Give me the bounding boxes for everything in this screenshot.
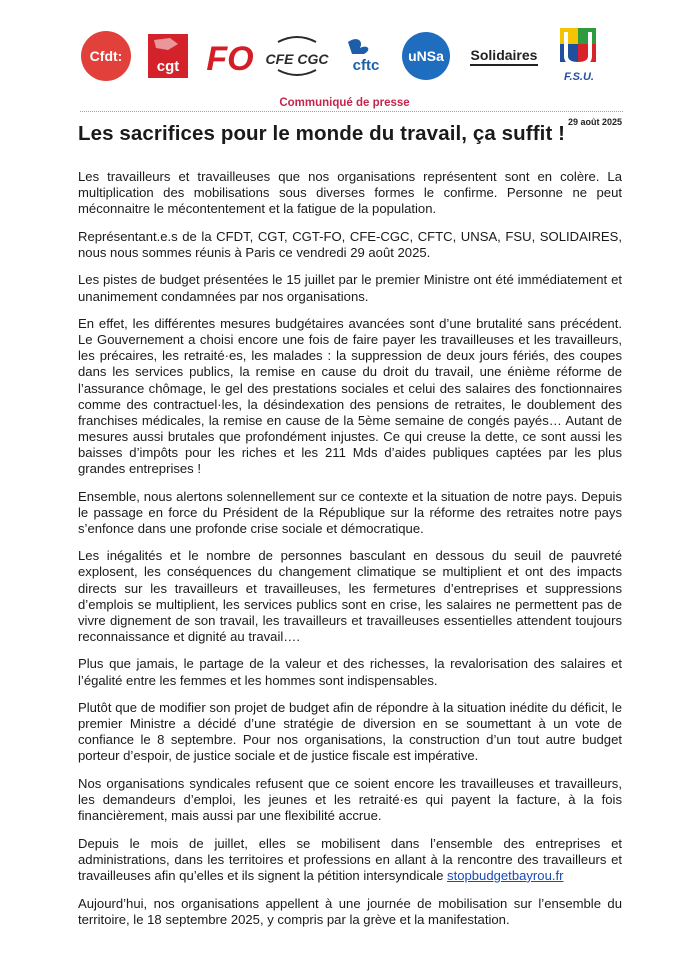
paragraph: Les pistes de budget présentées le 15 juillet par le premier Ministre ont été immédiatement et unanimement condamnées par nos organisations. <box>78 272 622 304</box>
union-logos <box>80 26 620 86</box>
fsu-logo <box>556 26 602 84</box>
svg-text:cftc: cftc <box>352 57 380 74</box>
petition-paragraph <box>78 836 622 884</box>
unsa-logo-mark <box>400 30 452 82</box>
paragraph: Les travailleurs et travailleuses que nos organisations représentent sont en colère. La multiplication des mobilisations sous diverses formes le confirme. Personne ne peut méconnaitre le mécontentement et la fatigue de la population. <box>78 169 622 217</box>
paragraph: Plus que jamais, le partage de la valeur et des richesses, la revalorisation des salaires et l’égalité entre les femmes et les hommes sont indispensables. <box>78 656 622 688</box>
paragraph: Les inégalités et le nombre de personnes basculant en dessous du seuil de pauvreté explosent, les conséquences du changement climatique se multiplient et ont des impacts directs sur les travailleurs et travailleuses, les fermetures d’entreprises et suppressions d’emplois se multiplient, les services publics sont en crise, les salaires ne permettent pas de vivre dignement de son travail, les travailleurs et travailleuses essentielles attendent toujours reconnaissance et dignité au travail…. <box>78 548 622 644</box>
solidaires-logo <box>466 38 542 72</box>
cfe-cgc-logo <box>265 32 329 80</box>
paragraph: Ensemble, nous alertons solennellement sur ce contexte et la situation de notre pays. Depuis le passage en force du Président de la République sur la réforme des retraites notre pays s’enfonce dans une profonde crise sociale et démocratique. <box>78 488 622 536</box>
cftc-logo-mark <box>342 36 390 76</box>
svg-text:FO: FO <box>206 40 254 78</box>
cfdt-logo <box>80 30 132 82</box>
paragraph: Représentant.e.s de la CFDT, CGT, CGT-FO, CFE-CGC, CFTC, UNSA, FSU, SOLIDAIRES, nous nous sommes réunis à Paris ce vendredi 29 août 2025. <box>78 228 622 260</box>
article-body <box>78 169 622 939</box>
header-divider <box>80 111 623 112</box>
fsu-logo-mark <box>556 26 602 84</box>
paragraph: Plutôt que de modifier son projet de budget afin de répondre à la situation inédite du déficit, le premier Ministre a décidé d’une stratégie de diversion en se soumettant à un vote de confiance le 8 septembre. Pour nos organisations, la construction d’un tout autre budget porteur d’espoir, de justice sociale et de justice fiscale est impérative. <box>78 700 622 764</box>
press-release-label: Communiqué de presse <box>279 97 410 109</box>
page-title: Les sacrifices pour le monde du travail, ça suffit ! <box>78 122 566 145</box>
svg-text:Cfdt:: Cfdt: <box>89 48 123 64</box>
closing-paragraph: Aujourd’hui, nos organisations appellent à une journée de mobilisation sur l’ensemble du territoire, le 18 septembre 2025, y compris par la grève et la manifestation. <box>78 895 622 927</box>
cfe-cgc-logo-mark <box>265 32 329 80</box>
svg-text:uNSa: uNSa <box>408 48 444 64</box>
petition-link[interactable]: stopbudgetbayrou.fr <box>447 867 564 883</box>
solidaires-logo-mark <box>466 38 542 72</box>
cftc-logo <box>342 36 390 76</box>
cgt-logo-mark <box>148 34 188 78</box>
unsa-logo <box>400 30 452 82</box>
fo-logo-mark <box>206 32 254 80</box>
cfdt-logo-mark <box>80 30 132 82</box>
paragraph: En effet, les différentes mesures budgétaires avancées sont d’une brutalité sans précédent. Le Gouvernement a choisi encore une fois de faire payer les travailleuses et les travailleurs, les précaires, les retraité·es, les malades : la suppression de deux jours fériés, des coupes dans les services publics, la remise en cause du droit du travail, une énième réforme de l’assurance chômage, le gel des prestations sociales et celui des salaires des fonctionnaires comme des contractuel·les, la désindexation des pensions de retraites, le doublement des franchises médicales, la remise en cause de la 5ème semaine de congés payés… Autant de mesures aussi brutales que profondément injustes. Ce qui creuse la dette, ce sont aussi les baisses d’impôts pour les riches et les 211 Mds d’aides publiques captées par les plus grandes entreprises ! <box>78 316 622 476</box>
svg-text:CFE CGC: CFE CGC <box>265 51 329 67</box>
petition-text: Depuis le mois de juillet, elles se mobilisent dans l’ensemble des entreprises et administrations, dans les territoires et professions en allant à la rencontre des travailleurs et travailleuses afin qu’elles et ils signent la pétition intersyndicale <box>78 835 622 883</box>
fo-logo <box>206 32 254 80</box>
cgt-logo <box>148 34 188 78</box>
svg-text:cgt: cgt <box>156 58 180 75</box>
publication-date: 29 août 2025 <box>567 117 622 127</box>
paragraph: Nos organisations syndicales refusent que ce soient encore les travailleuses et travailleurs, les demandeurs d’emploi, les jeunes et les retraité·es qui payent la facture, à la fois financièrement, mais aussi par une flexibilité accrue. <box>78 776 622 824</box>
svg-text:Solidaires: Solidaires <box>470 47 538 63</box>
svg-text:F.S.U.: F.S.U. <box>564 71 594 83</box>
